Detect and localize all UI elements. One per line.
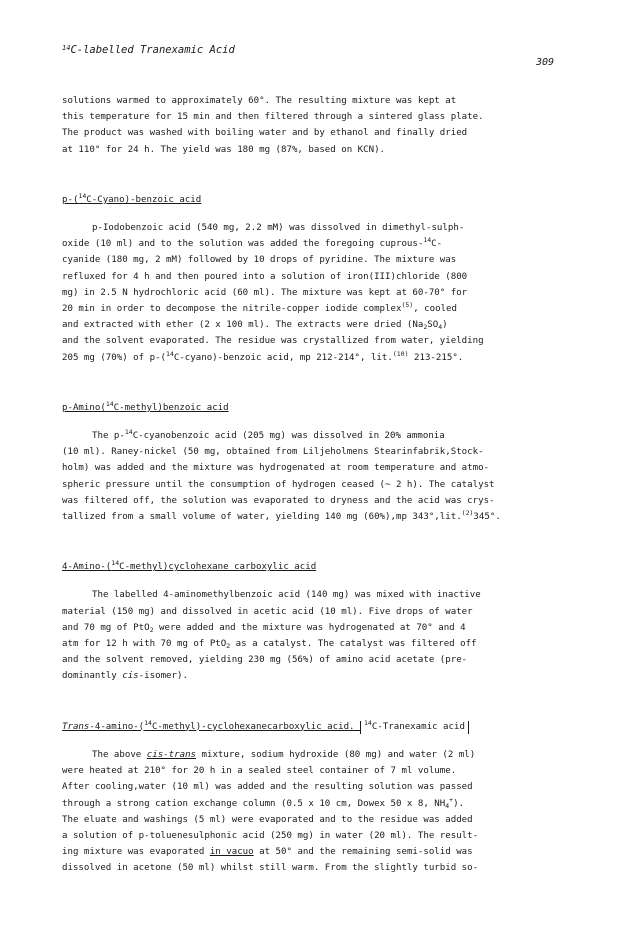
section-heading-cyano-benzoic: p-($^{14}$C-Cyano)-benzoic acid xyxy=(62,191,202,205)
body-line: and extracted with ether (2 x 100 ml). The extracts were dried $(Na_2SO_4)$ xyxy=(62,320,448,332)
body-line: through a strong cation exchange column (0.5 x 10 cm, Dowex 50 x 8, $NH_4^+$). xyxy=(62,795,465,810)
tranexamic-acid-bracket-label: $^{14}$C-Tranexamic acid xyxy=(360,721,469,734)
article-body xyxy=(62,93,562,877)
body-line: The labelled 4-aminomethylbenzoic acid (140 mg) was mixed with inactive xyxy=(92,590,481,601)
body-line: a solution of p-toluenesulphonic acid (250 mg) in water (20 ml). The result- xyxy=(62,830,479,841)
body-line: p-Iodobenzoic acid (540 mg, 2.2 mM) was dissolved in dimethyl-sulph- xyxy=(92,223,465,234)
body-line: were heated at 210° for 20 h in a sealed steel container of 7 ml volume. xyxy=(62,766,457,777)
running-head xyxy=(62,44,235,56)
body-line: 20 min in order to decompose the nitrile-copper iodide complex$^{(5)}$, cooled xyxy=(62,301,458,315)
body-line: atm for 12 h with 70 mg of PtO$_2$ as a catalyst. The catalyst was filtered off xyxy=(62,639,477,651)
body-line: and the solvent evaporated. The residue was crystallized from water, yielding xyxy=(62,336,484,347)
page-number: 309 xyxy=(536,57,555,68)
body-line: cyanide (180 mg, 2 mM) followed by 10 drops of pyridine. The mixture was xyxy=(62,255,457,266)
body-line: After cooling,water (10 ml) was added and the resulting solution was passed xyxy=(62,782,473,793)
body-line: mg) in 2.5 N hydrochloric acid (60 ml). The mixture was kept at 60-70° for xyxy=(62,287,468,298)
body-line: tallized from a small volume of water, yielding 140 mg (60%),mp 343°,lit.$^{(2)}$345°. xyxy=(62,509,501,523)
body-line: The eluate and washings (5 ml) were evaporated and to the residue was added xyxy=(62,814,473,825)
body-line: dominantly cis-isomer). xyxy=(62,671,188,682)
body-line: oxide (10 ml) and to the solution was added the foregoing cuprous-$^{14}$C- xyxy=(62,236,443,250)
body-line: The p-$^{14}$C-cyanobenzoic acid (205 mg) was dissolved in 20% ammonia xyxy=(92,428,445,442)
body-line: (10 ml). Raney-nickel (50 mg, obtained from Liljeholmens Stearinfabrik,Stock- xyxy=(62,447,484,458)
body-line: material (150 mg) and dissolved in acetic acid (10 ml). Five drops of water xyxy=(62,606,473,617)
body-line: at 110° for 24 h. The yield was 180 mg (87%, based on KCN). xyxy=(62,144,386,155)
body-line: refluxed for 4 h and then poured into a solution of iron(III)chloride (800 xyxy=(62,271,468,282)
body-line: and the solvent removed, yielding 230 mg (56%) of amino acid acetate (pre- xyxy=(62,655,468,666)
body-line: and 70 mg of PtO$_2$ were added and the mixture was hydrogenated at 70° and 4 xyxy=(62,622,466,634)
body-line: holm) was added and the mixture was hydrogenated at room temperature and atmo- xyxy=(62,463,490,474)
body-line: 205 mg (70%) of p-($^{14}$C-cyano)-benzoic acid, mp 212-214°, lit.$^{(10)}$ 213-215°. xyxy=(62,349,464,363)
body-line: solutions warmed to approximately 60°. The resulting mixture was kept at xyxy=(62,96,457,106)
body-line: ing mixture was evaporated in vacuo at 50° and the remaining semi-solid was xyxy=(62,847,473,858)
section-heading-amino-methylbenzoic: p-Amino($^{14}$C-methyl)benzoic acid xyxy=(62,399,229,413)
body-line: spheric pressure until the consumption of hydrogen ceased (~ 2 h). The catalyst xyxy=(62,479,495,490)
body-line: The above cis-trans mixture, sodium hydroxide (80 mg) and water (2 ml) xyxy=(92,749,476,760)
running-head-superscript: 14 xyxy=(62,44,71,52)
body-line: dissolved in acetone (50 ml) whilst still warm. From the slightly turbid so- xyxy=(62,863,479,874)
running-head-title: C-labelled Tranexamic Acid xyxy=(70,44,235,56)
body-line: The product was washed with boiling water and by ethanol and finally dried xyxy=(62,128,468,139)
body-line: this temperature for 15 min and then filtered through a sintered glass plate. xyxy=(62,112,484,123)
section-heading-cyclohexane-carboxylic: 4-Amino-($^{14}$C-methyl)cyclohexane carboxylic acid xyxy=(62,559,317,573)
section-heading-trans-tranexamic: Trans-4-amino-($^{14}$C-methyl)-cyclohexanecarboxylic acid. $^{14}$C-Tranexamic acid xyxy=(62,719,562,735)
body-line: was filtered off, the solution was evaporated to dryness and the acid was crys- xyxy=(62,495,495,506)
